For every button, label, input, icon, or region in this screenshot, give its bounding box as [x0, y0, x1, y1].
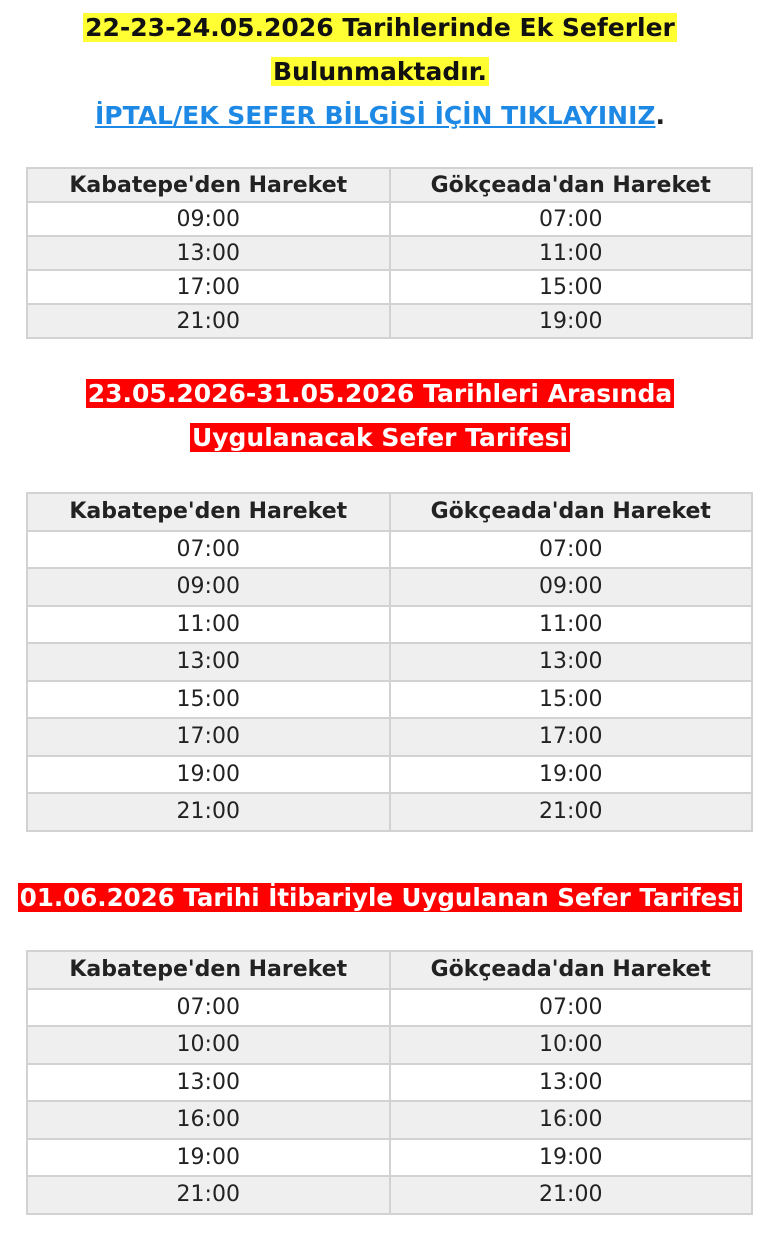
gokceada-departure-cell: 07:00	[390, 989, 753, 1027]
schedule-3-title-text: 01.06.2026 Tarihi İtibariyle Uygulanan Sefer Tarifesi	[19, 883, 741, 912]
column-header-gokceada: Gökçeada'dan Hareket	[390, 951, 753, 989]
kabatepe-departure-cell: 09:00	[27, 568, 390, 606]
kabatepe-departure-cell: 21:00	[27, 793, 390, 831]
table-header-row	[27, 168, 752, 202]
schedule-2-title-line-1: 23.05.2026-31.05.2026 Tarihleri Arasında	[87, 379, 673, 408]
kabatepe-departure-cell: 07:00	[27, 531, 390, 569]
kabatepe-departure-cell: 13:00	[27, 236, 390, 270]
table-row	[27, 718, 752, 756]
table-row	[27, 531, 752, 569]
table-row	[27, 568, 752, 606]
table-body	[27, 989, 752, 1214]
schedule-2-title	[0, 372, 760, 460]
extra-voyages-notice	[0, 6, 760, 138]
table-row	[27, 304, 752, 338]
table-header-row	[27, 951, 752, 989]
kabatepe-departure-cell: 19:00	[27, 1139, 390, 1177]
table-body	[27, 202, 752, 338]
column-header-kabatepe: Kabatepe'den Hareket	[27, 493, 390, 531]
kabatepe-departure-cell: 16:00	[27, 1101, 390, 1139]
table-row	[27, 1064, 752, 1102]
table-row	[27, 681, 752, 719]
kabatepe-departure-cell: 13:00	[27, 643, 390, 681]
gokceada-departure-cell: 15:00	[390, 270, 753, 304]
kabatepe-departure-cell: 17:00	[27, 718, 390, 756]
gokceada-departure-cell: 21:00	[390, 1176, 753, 1214]
kabatepe-departure-cell: 13:00	[27, 1064, 390, 1102]
schedule-2-title-line-2: Uygulanacak Sefer Tarifesi	[191, 423, 569, 452]
column-header-kabatepe: Kabatepe'den Hareket	[27, 951, 390, 989]
gokceada-departure-cell: 13:00	[390, 1064, 753, 1102]
kabatepe-departure-cell: 19:00	[27, 756, 390, 794]
gokceada-departure-cell: 13:00	[390, 643, 753, 681]
table-row	[27, 202, 752, 236]
table-header-row	[27, 493, 752, 531]
kabatepe-departure-cell: 21:00	[27, 304, 390, 338]
kabatepe-departure-cell: 10:00	[27, 1026, 390, 1064]
table-row	[27, 1139, 752, 1177]
table-row	[27, 606, 752, 644]
gokceada-departure-cell: 17:00	[390, 718, 753, 756]
gokceada-departure-cell: 21:00	[390, 793, 753, 831]
column-header-kabatepe: Kabatepe'den Hareket	[27, 168, 390, 202]
column-header-gokceada: Gökçeada'dan Hareket	[390, 493, 753, 531]
kabatepe-departure-cell: 09:00	[27, 202, 390, 236]
kabatepe-departure-cell: 17:00	[27, 270, 390, 304]
gokceada-departure-cell: 07:00	[390, 531, 753, 569]
schedule-table-1	[26, 167, 753, 339]
gokceada-departure-cell: 07:00	[390, 202, 753, 236]
table-row	[27, 756, 752, 794]
link-period: .	[655, 101, 666, 130]
gokceada-departure-cell: 19:00	[390, 1139, 753, 1177]
schedule-table-3	[26, 950, 753, 1215]
table-row	[27, 989, 752, 1027]
schedule-3-title	[0, 876, 760, 920]
notice-line-2: Bulunmaktadır.	[272, 57, 488, 86]
table-row	[27, 270, 752, 304]
kabatepe-departure-cell: 15:00	[27, 681, 390, 719]
table-row	[27, 643, 752, 681]
gokceada-departure-cell: 19:00	[390, 304, 753, 338]
table-body	[27, 531, 752, 831]
table-row	[27, 1026, 752, 1064]
table-row	[27, 1176, 752, 1214]
gokceada-departure-cell: 10:00	[390, 1026, 753, 1064]
gokceada-departure-cell: 11:00	[390, 606, 753, 644]
gokceada-departure-cell: 15:00	[390, 681, 753, 719]
column-header-gokceada: Gökçeada'dan Hareket	[390, 168, 753, 202]
cancellation-info-link[interactable]: İPTAL/EK SEFER BİLGİSİ İÇİN TIKLAYINIZ	[94, 101, 656, 130]
notice-line-1: 22-23-24.05.2026 Tarihlerinde Ek Seferler	[85, 13, 675, 42]
gokceada-departure-cell: 11:00	[390, 236, 753, 270]
kabatepe-departure-cell: 21:00	[27, 1176, 390, 1214]
table-row	[27, 1101, 752, 1139]
table-row	[27, 793, 752, 831]
gokceada-departure-cell: 16:00	[390, 1101, 753, 1139]
table-row	[27, 236, 752, 270]
gokceada-departure-cell: 19:00	[390, 756, 753, 794]
kabatepe-departure-cell: 11:00	[27, 606, 390, 644]
kabatepe-departure-cell: 07:00	[27, 989, 390, 1027]
schedule-table-2	[26, 492, 753, 832]
gokceada-departure-cell: 09:00	[390, 568, 753, 606]
